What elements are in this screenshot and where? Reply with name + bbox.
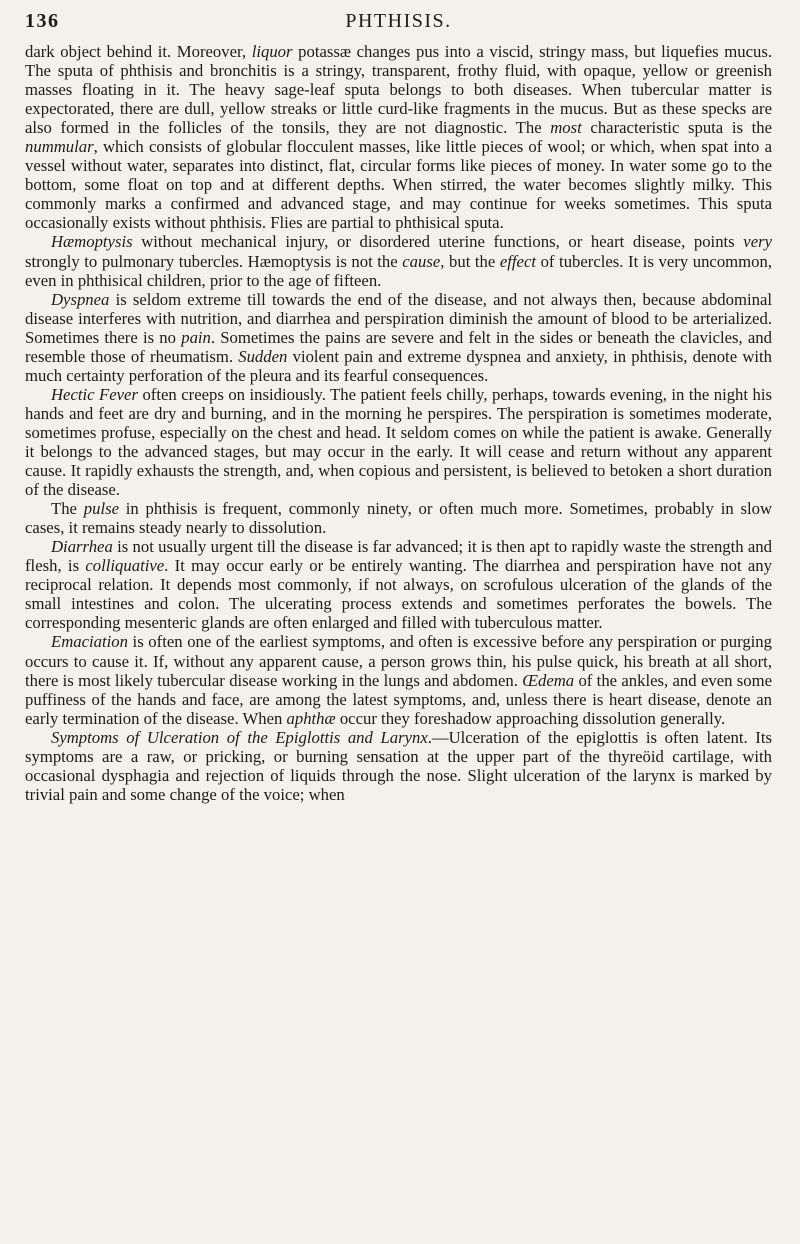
italic-run: cause [402, 251, 441, 271]
paragraph [25, 728, 772, 804]
text-run: dark object behind it. Moreover, [25, 42, 252, 61]
text-run: characteristic sputa is the [581, 118, 772, 138]
text-run: in phthisis is frequent, commonly ninety, or often much more. Sometimes, probably in slow cases, it remains steady nearly to dissolution. [25, 499, 772, 538]
italic-run: most [550, 118, 582, 138]
paragraph [25, 632, 772, 727]
text-run: without mechanical injury, or disordered uterine functions, or heart disease, points [132, 232, 744, 252]
italic-run: liquor [251, 42, 293, 61]
text-run: The [51, 499, 84, 519]
running-head [25, 8, 772, 42]
italic-run: Emaciation [51, 632, 128, 652]
text-run: of tubercles. It is very uncommon, even in phthisical children, prior to the age of fifteen. [25, 251, 772, 290]
text-run: often creeps on insidiously. The patient feels chilly, perhaps, towards evening, in the night his hands and feet are dry and burning, and in the morning he perspires. The perspiration is sometimes moderate, sometimes profuse, especially on the chest and head. It seldom comes on while the patient is awake. Generally it belongs to the advanced stages, but may occur in the early. It will cease and return without any apparent cause. It rapidly exhausts the strength, and, when copious and persistent, is believed to betoken a short duration of the disease. [25, 384, 772, 500]
italic-run: colliquative [85, 556, 165, 576]
paragraph [25, 290, 772, 385]
text-run: is not usually urgent till the disease is far advanced; it is then apt to rapidly waste the strength and flesh, is [25, 537, 772, 576]
italic-run: Hectic Fever [51, 384, 138, 404]
text-run: is seldom extreme till towards the end of the disease, and not always then, because abdominal disease interferes with nutrition, and diarrhea and perspiration diminish the amount of blood to be arterialized. Sometimes there is no [25, 289, 772, 347]
paragraph [25, 385, 772, 499]
italic-run: Œdema [522, 670, 575, 690]
italic-run: Dyspnea [51, 289, 110, 309]
italic-run: pain [181, 327, 211, 347]
text-run: . Sometimes the pains are severe and felt in the sides or beneath the clavicles, and resemble those of rheumatism. [25, 327, 772, 366]
paragraph [25, 42, 772, 232]
italic-run: Sudden [238, 346, 288, 366]
text-run: potassæ changes pus into a viscid, stringy mass, but liquefies mucus. The sputa of phthisis and bronchitis is a stringy, transparent, frothy fluid, with opaque, yellow or greenish masses floating in it. The heavy sage-leaf sputa belongs to both diseases. When tubercular matter is expectorated, there are dull, yellow streaks or little curd-like fragments in the mucus. But as these specks are also formed in the follicles of the tonsils, they are not diagnostic. The [25, 42, 772, 138]
italic-run: very [743, 232, 772, 252]
italic-run: Symptoms of Ulceration of the Epiglottis and Larynx [51, 727, 428, 747]
paragraph [25, 537, 772, 632]
text-run: . It may occur early or be entirely wanting. The diarrhea and perspiration have not any reciprocal relation. It depends most commonly, if not always, on scrofulous ulceration of the glands of the small intestines and colon. The ulcerating process extends and sometimes perforates the bowels. The corresponding mesenteric glands are often enlarged and filled with tuberculous matter. [25, 556, 772, 633]
text-run: , but the [440, 251, 500, 271]
paragraph [25, 232, 772, 289]
italic-run: effect [499, 251, 537, 271]
italic-run: aphthæ [286, 708, 336, 728]
text-run: occur they foreshadow approaching dissolution generally. [335, 708, 726, 728]
text-run: of the ankles, and even some puffiness of the hands and face, are among the latest symptoms, and, unless there is heart disease, denote an early termination of the disease. When [25, 670, 772, 728]
italic-run: Diarrhea [51, 537, 113, 557]
body-text [25, 42, 772, 804]
italic-run: pulse [83, 499, 119, 519]
text-run: , which consists of globular flocculent masses, like little pieces of wool; or which, when spat into a vessel without water, separates into distinct, flat, circular forms like pieces of money. In water some go to the bottom, some float on top and at different depths. When stirred, the water becomes slightly milky. This commonly marks a confirmed and advanced stage, and may continue for weeks sometimes. This sputa occasionally exists without phthisis. Flies are partial to phthisical sputa. [25, 137, 772, 233]
text-run: violent pain and extreme dyspnea and anxiety, in phthisis, denote with much certainty perforation of the pleura and its fearful consequences. [25, 346, 772, 385]
text-run: .—Ulceration of the epiglottis is often latent. Its symptoms are a raw, or pricking, or burning sensation at the upper part of the thyreöid cartilage, with occasional dysphagia and rejection of liquids through the nose. Slight ulceration of the larynx is marked by trivial pain and some change of the voice; when [25, 727, 772, 804]
page-number: 136 [25, 10, 60, 32]
running-title: PHTHISIS. [345, 10, 452, 32]
italic-run: nummular [25, 137, 94, 157]
text-run: strongly to pulmonary tubercles. Hæmoptysis is not the [25, 251, 403, 271]
paragraph [25, 499, 772, 537]
text-run: is often one of the earliest symptoms, and often is excessive before any perspiration or purging occurs to cause it. If, without any apparent cause, a person grows thin, his pulse quick, his breath at all short, there is most likely tubercular disease working in the lungs and abdomen. [25, 632, 772, 690]
italic-run: Hæmoptysis [51, 232, 133, 252]
